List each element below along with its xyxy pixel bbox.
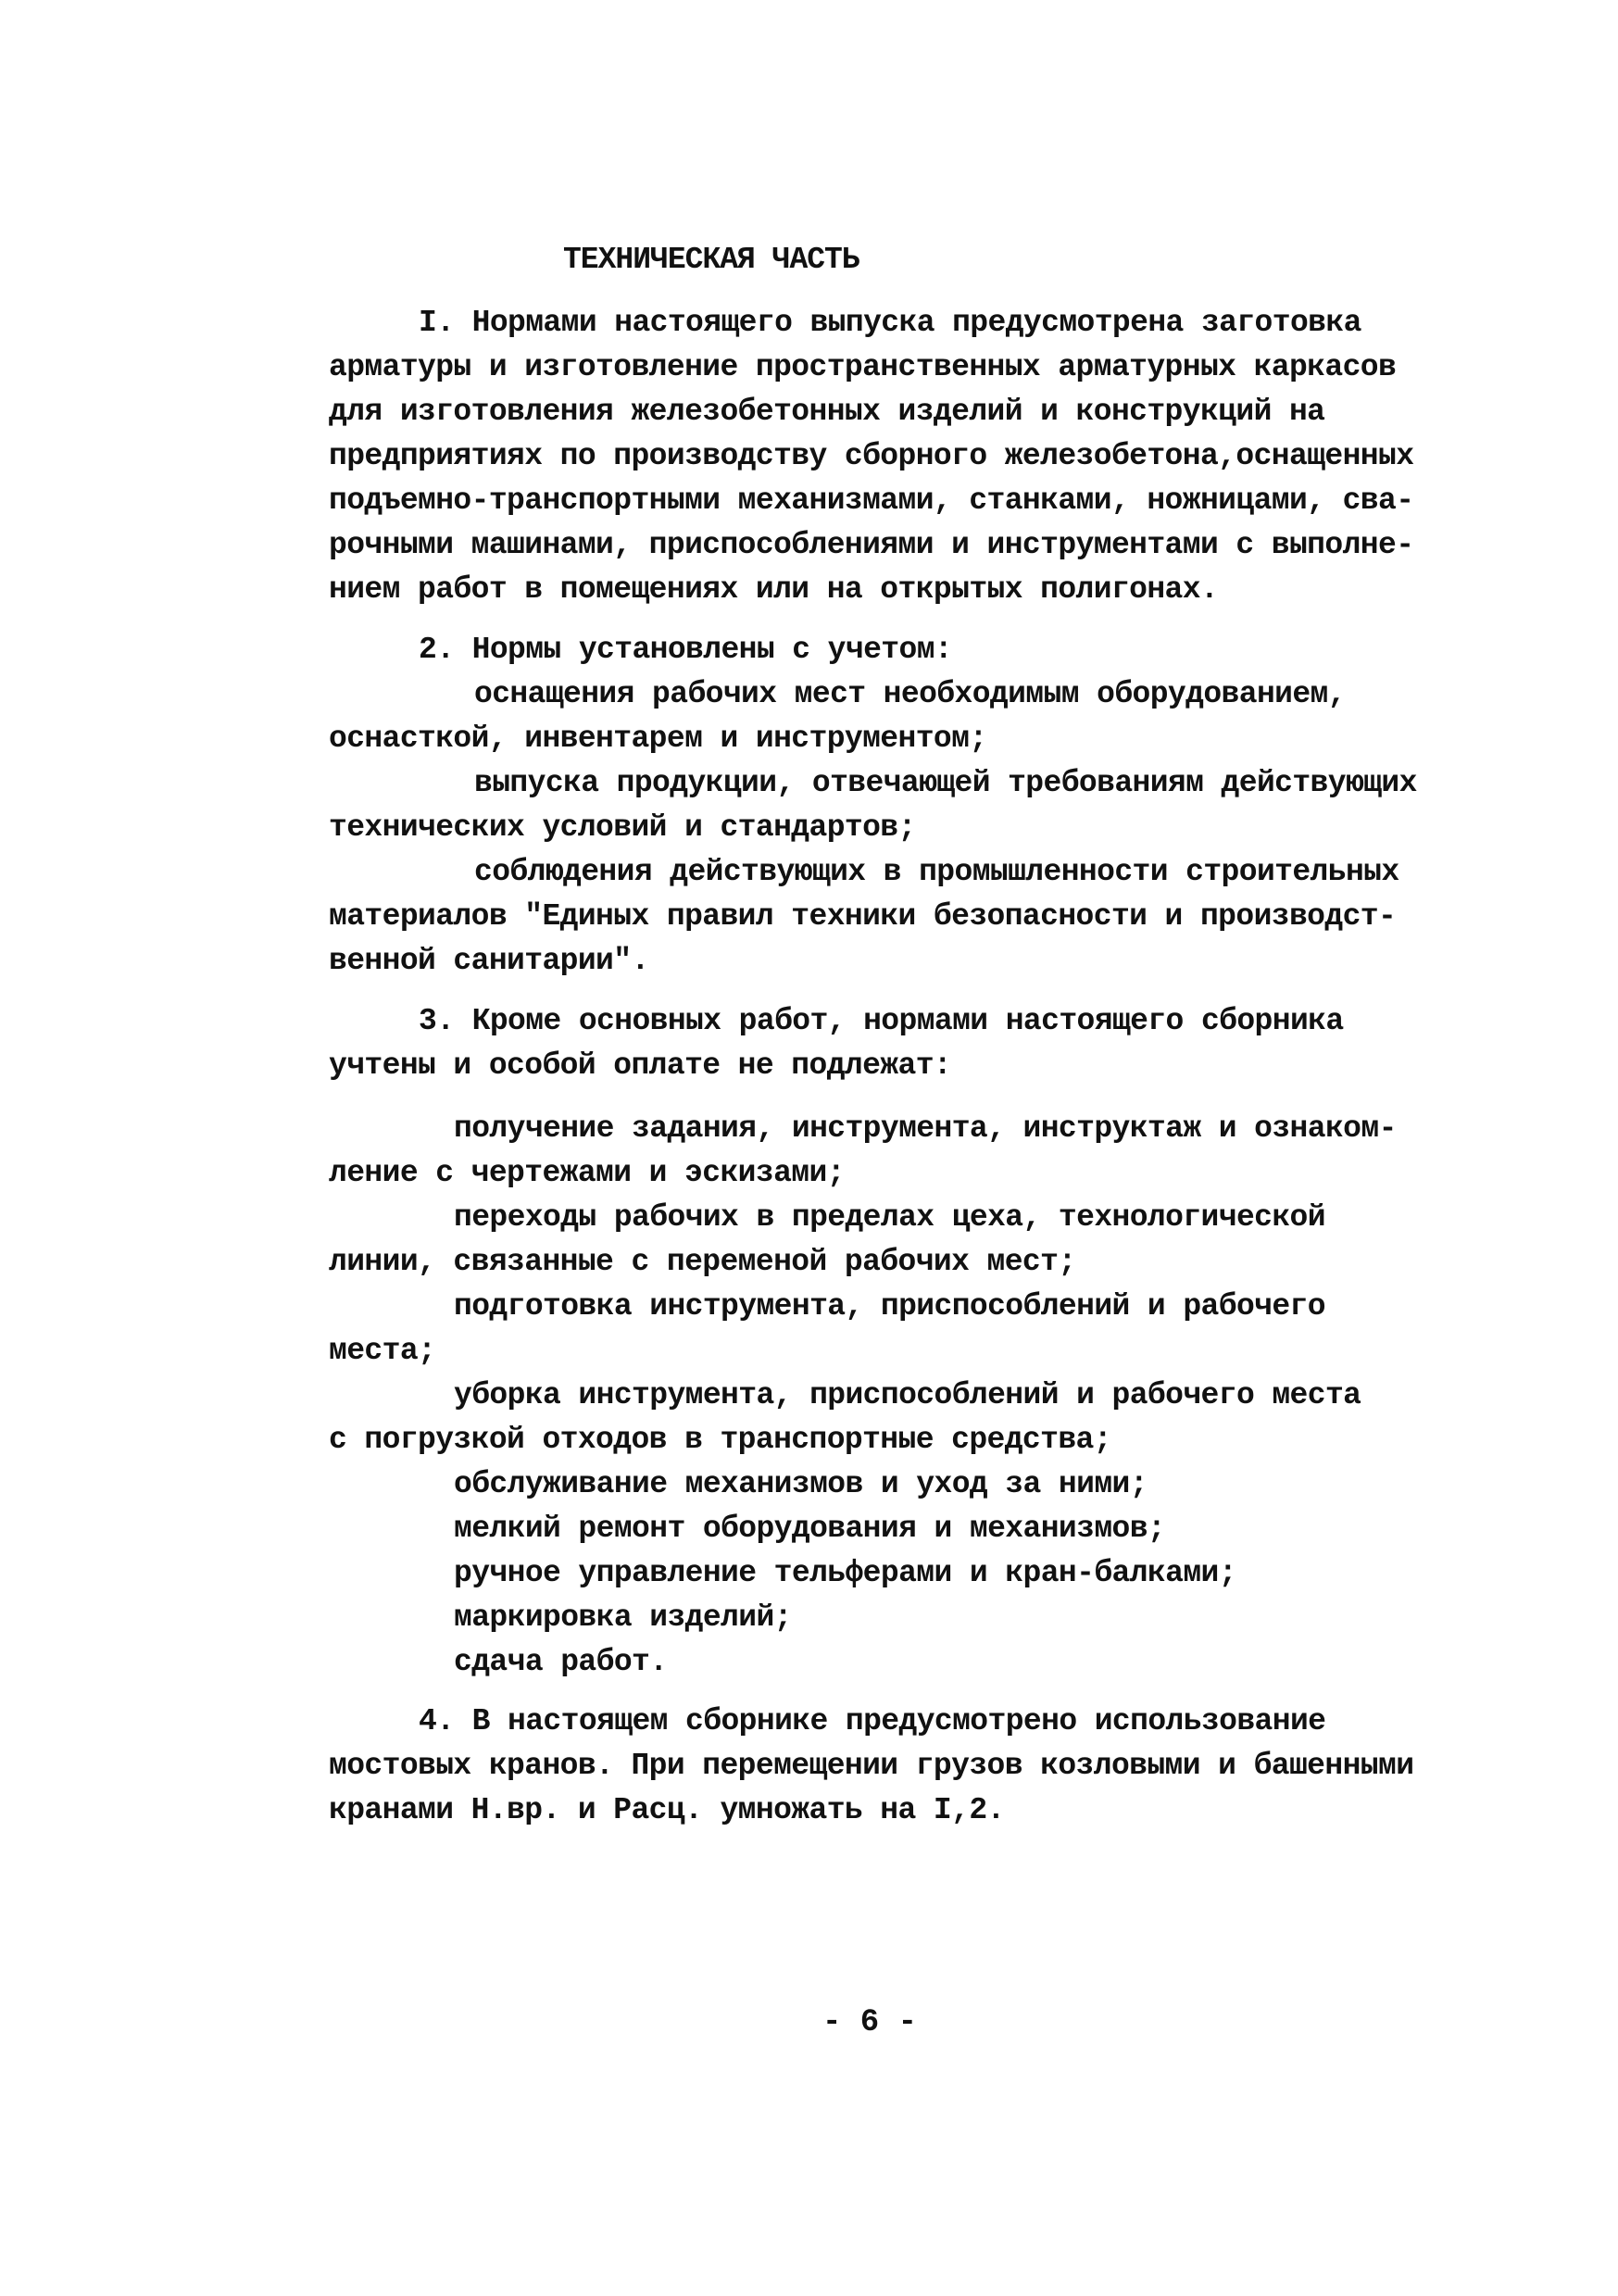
text-line: линии, связанные с переменой рабочих мест; [329,1245,1076,1279]
text-line: мостовых кранов. При перемещении грузов козловыми и башенными [329,1749,1414,1783]
text-line: венной санитарии". [329,944,649,978]
text-line: для изготовления железобетонных изделий и конструкций на [329,395,1325,429]
text-line: сдача работ. [454,1645,668,1679]
text-line: оснасткой, инвентарем и инструментом; [329,721,987,756]
text-line: обслуживание механизмов и уход за ними; [454,1467,1148,1501]
text-line: мелкий ремонт оборудования и механизмов; [454,1512,1166,1546]
text-line: уборка инструмента, приспособлений и рабочего места [454,1378,1361,1412]
text-line: выпуска продукции, отвечающей требованиям действующих [474,766,1417,800]
text-line: I. Нормами настоящего выпуска предусмотрена заготовка [419,306,1361,340]
text-line: маркировка изделий; [454,1600,792,1635]
text-line: предприятиях по производству сборного железобетона,оснащенных [329,439,1414,473]
text-line: 4. В настоящем сборнике предусмотрено использование [419,1704,1326,1738]
text-line: нием работ в помещениях или на открытых полигонах. [329,572,1219,607]
text-line: рочными машинами, приспособлениями и инструментами с выполне- [329,528,1414,562]
text-line: арматуры и изготовление пространственных арматурных каркасов [329,350,1397,384]
text-line: подъемно-транспортными механизмами, станками, ножницами, сва- [329,483,1414,518]
text-line: подготовка инструмента, приспособлений и рабочего [454,1289,1325,1324]
text-line: соблюдения действующих в промышленности строительных [474,855,1399,889]
text-line: переходы рабочих в пределах цеха, технологической [454,1200,1325,1235]
text-line: получение задания, инструмента, инструктаж и ознаком- [454,1111,1397,1146]
text-line: технических условий и стандартов; [329,810,916,845]
text-line: кранами Н.вр. и Расц. умножать на I,2. [329,1793,1005,1827]
text-line: 3. Кроме основных работ, нормами настоящего сборника [419,1004,1344,1038]
page-number: - 6 - [822,2005,918,2040]
text-line: с погрузкой отходов в транспортные средства; [329,1423,1111,1457]
text-line: места; [329,1334,436,1368]
page-title: ТЕХНИЧЕСКАЯ ЧАСТЬ [563,243,859,277]
text-line: материалов "Единых правил техники безопасности и производст- [329,899,1397,934]
text-line: ручное управление тельферами и кран-балками; [454,1556,1236,1590]
text-line: оснащения рабочих мест необходимым оборудованием, [474,677,1346,711]
text-line: учтены и особой оплате не подлежат: [329,1048,952,1083]
text-line: 2. Нормы установлены с учетом: [419,633,953,667]
text-line: ление с чертежами и эскизами; [329,1156,845,1190]
